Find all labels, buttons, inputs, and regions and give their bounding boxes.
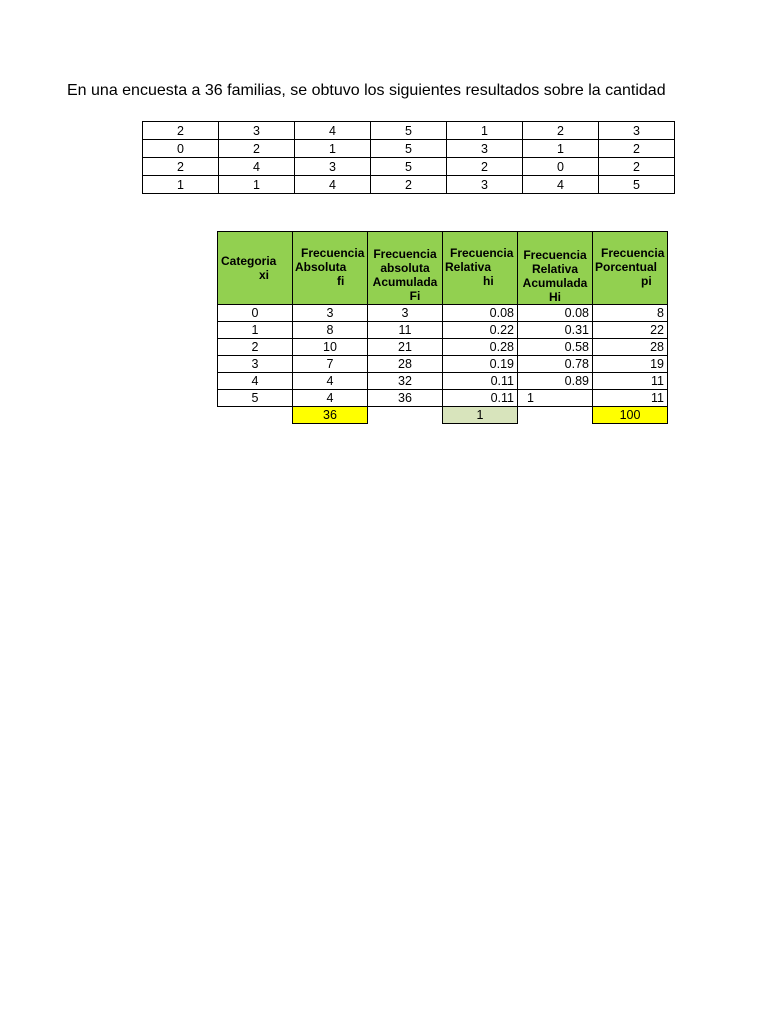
header-text: Porcentual <box>595 260 658 274</box>
raw-data-cell: 5 <box>371 158 447 176</box>
header-text: Acumulada <box>522 276 588 290</box>
raw-data-cell: 3 <box>219 122 295 140</box>
raw-data-cell: 5 <box>599 176 675 194</box>
pi-cell: 11 <box>593 373 668 390</box>
header-categoria <box>218 232 293 305</box>
fi-cell: 4 <box>293 390 368 407</box>
frequency-row <box>218 322 668 339</box>
pi-cell: 19 <box>593 356 668 373</box>
totals-row <box>218 407 668 424</box>
raw-data-cell: 1 <box>219 176 295 194</box>
header-frecuencia-relativa-acumulada <box>518 232 593 305</box>
category-cell: 4 <box>218 373 293 390</box>
Hi-cell: 0.89 <box>518 373 593 390</box>
Hi-cell: 0.78 <box>518 356 593 373</box>
raw-data-cell: 3 <box>295 158 371 176</box>
raw-data-cell: 5 <box>371 122 447 140</box>
totals-empty <box>368 407 443 424</box>
raw-data-cell: 4 <box>219 158 295 176</box>
Fi-cell: 32 <box>368 373 443 390</box>
category-cell: 2 <box>218 339 293 356</box>
hi-cell: 0.22 <box>443 322 518 339</box>
header-text: Frecuencia <box>523 248 587 262</box>
raw-data-cell: 3 <box>599 122 675 140</box>
pi-cell: 22 <box>593 322 668 339</box>
category-cell: 0 <box>218 305 293 322</box>
category-cell: 3 <box>218 356 293 373</box>
raw-data-cell: 4 <box>523 176 599 194</box>
raw-data-cell: 2 <box>219 140 295 158</box>
header-text: Relativa <box>531 262 579 276</box>
raw-data-cell: 2 <box>143 158 219 176</box>
raw-data-cell: 2 <box>523 122 599 140</box>
Fi-cell: 3 <box>368 305 443 322</box>
header-text: pi <box>641 274 652 288</box>
Fi-cell: 11 <box>368 322 443 339</box>
Fi-cell: 36 <box>368 390 443 407</box>
header-text: Relativa <box>445 260 492 274</box>
header-text: Frecuencia <box>373 247 437 261</box>
raw-data-row <box>143 140 675 158</box>
header-text: Acumulada <box>372 275 438 289</box>
header-frecuencia-porcentual <box>593 232 668 305</box>
Hi-cell: 1 <box>518 390 593 407</box>
header-text: Absoluta <box>295 260 347 274</box>
raw-data-cell: 4 <box>295 176 371 194</box>
frequency-row <box>218 356 668 373</box>
hi-cell: 0.19 <box>443 356 518 373</box>
raw-data-cell: 1 <box>295 140 371 158</box>
raw-data-row <box>143 158 675 176</box>
total-pi: 100 <box>593 407 668 424</box>
Hi-cell: 0.31 <box>518 322 593 339</box>
raw-data-cell: 0 <box>143 140 219 158</box>
raw-data-cell: 1 <box>143 176 219 194</box>
raw-data-cell: 2 <box>447 158 523 176</box>
fi-cell: 8 <box>293 322 368 339</box>
header-text: Frecuencia <box>601 246 665 260</box>
header-text: absoluta <box>380 261 430 275</box>
raw-data-row <box>143 176 675 194</box>
hi-cell: 0.08 <box>443 305 518 322</box>
header-text: fi <box>337 274 345 288</box>
raw-data-cell: 5 <box>371 140 447 158</box>
raw-data-cell: 1 <box>447 122 523 140</box>
raw-data-cell: 3 <box>447 140 523 158</box>
frequency-row <box>218 390 668 407</box>
frequency-row <box>218 305 668 322</box>
raw-data-cell: 3 <box>447 176 523 194</box>
header-text: Frecuencia <box>450 246 514 260</box>
frequency-table <box>217 231 668 424</box>
raw-data-row <box>143 122 675 140</box>
hi-cell: 0.11 <box>443 373 518 390</box>
hi-cell: 0.11 <box>443 390 518 407</box>
Fi-cell: 28 <box>368 356 443 373</box>
frequency-row <box>218 373 668 390</box>
fi-cell: 3 <box>293 305 368 322</box>
header-text: Hi <box>549 290 561 304</box>
header-frecuencia-absoluta <box>293 232 368 305</box>
total-fi: 36 <box>293 407 368 424</box>
header-text: Frecuencia <box>301 246 365 260</box>
pi-cell: 28 <box>593 339 668 356</box>
header-text: xi <box>259 268 270 282</box>
category-cell: 1 <box>218 322 293 339</box>
header-text: Fi <box>409 289 421 303</box>
header-frecuencia-relativa <box>443 232 518 305</box>
raw-data-table <box>142 121 675 194</box>
raw-data-cell: 1 <box>523 140 599 158</box>
header-text: hi <box>483 274 494 288</box>
raw-data-cell: 4 <box>295 122 371 140</box>
pi-cell: 8 <box>593 305 668 322</box>
category-cell: 5 <box>218 390 293 407</box>
Hi-cell: 0.08 <box>518 305 593 322</box>
fi-cell: 10 <box>293 339 368 356</box>
raw-data-cell: 2 <box>371 176 447 194</box>
page-title: En una encuesta a 36 familias, se obtuvo los siguientes resultados sobre la cantidad <box>67 82 666 99</box>
frequency-row <box>218 339 668 356</box>
header-frecuencia-absoluta-acumulada <box>368 232 443 305</box>
fi-cell: 7 <box>293 356 368 373</box>
raw-data-cell: 0 <box>523 158 599 176</box>
total-hi: 1 <box>443 407 518 424</box>
Hi-cell: 0.58 <box>518 339 593 356</box>
totals-empty <box>518 407 593 424</box>
hi-cell: 0.28 <box>443 339 518 356</box>
pi-cell: 11 <box>593 390 668 407</box>
raw-data-cell: 2 <box>599 140 675 158</box>
header-text: Categoria <box>221 254 277 268</box>
raw-data-cell: 2 <box>143 122 219 140</box>
Fi-cell: 21 <box>368 339 443 356</box>
raw-data-cell: 2 <box>599 158 675 176</box>
frequency-header-row <box>218 232 668 305</box>
fi-cell: 4 <box>293 373 368 390</box>
totals-empty <box>218 407 293 424</box>
